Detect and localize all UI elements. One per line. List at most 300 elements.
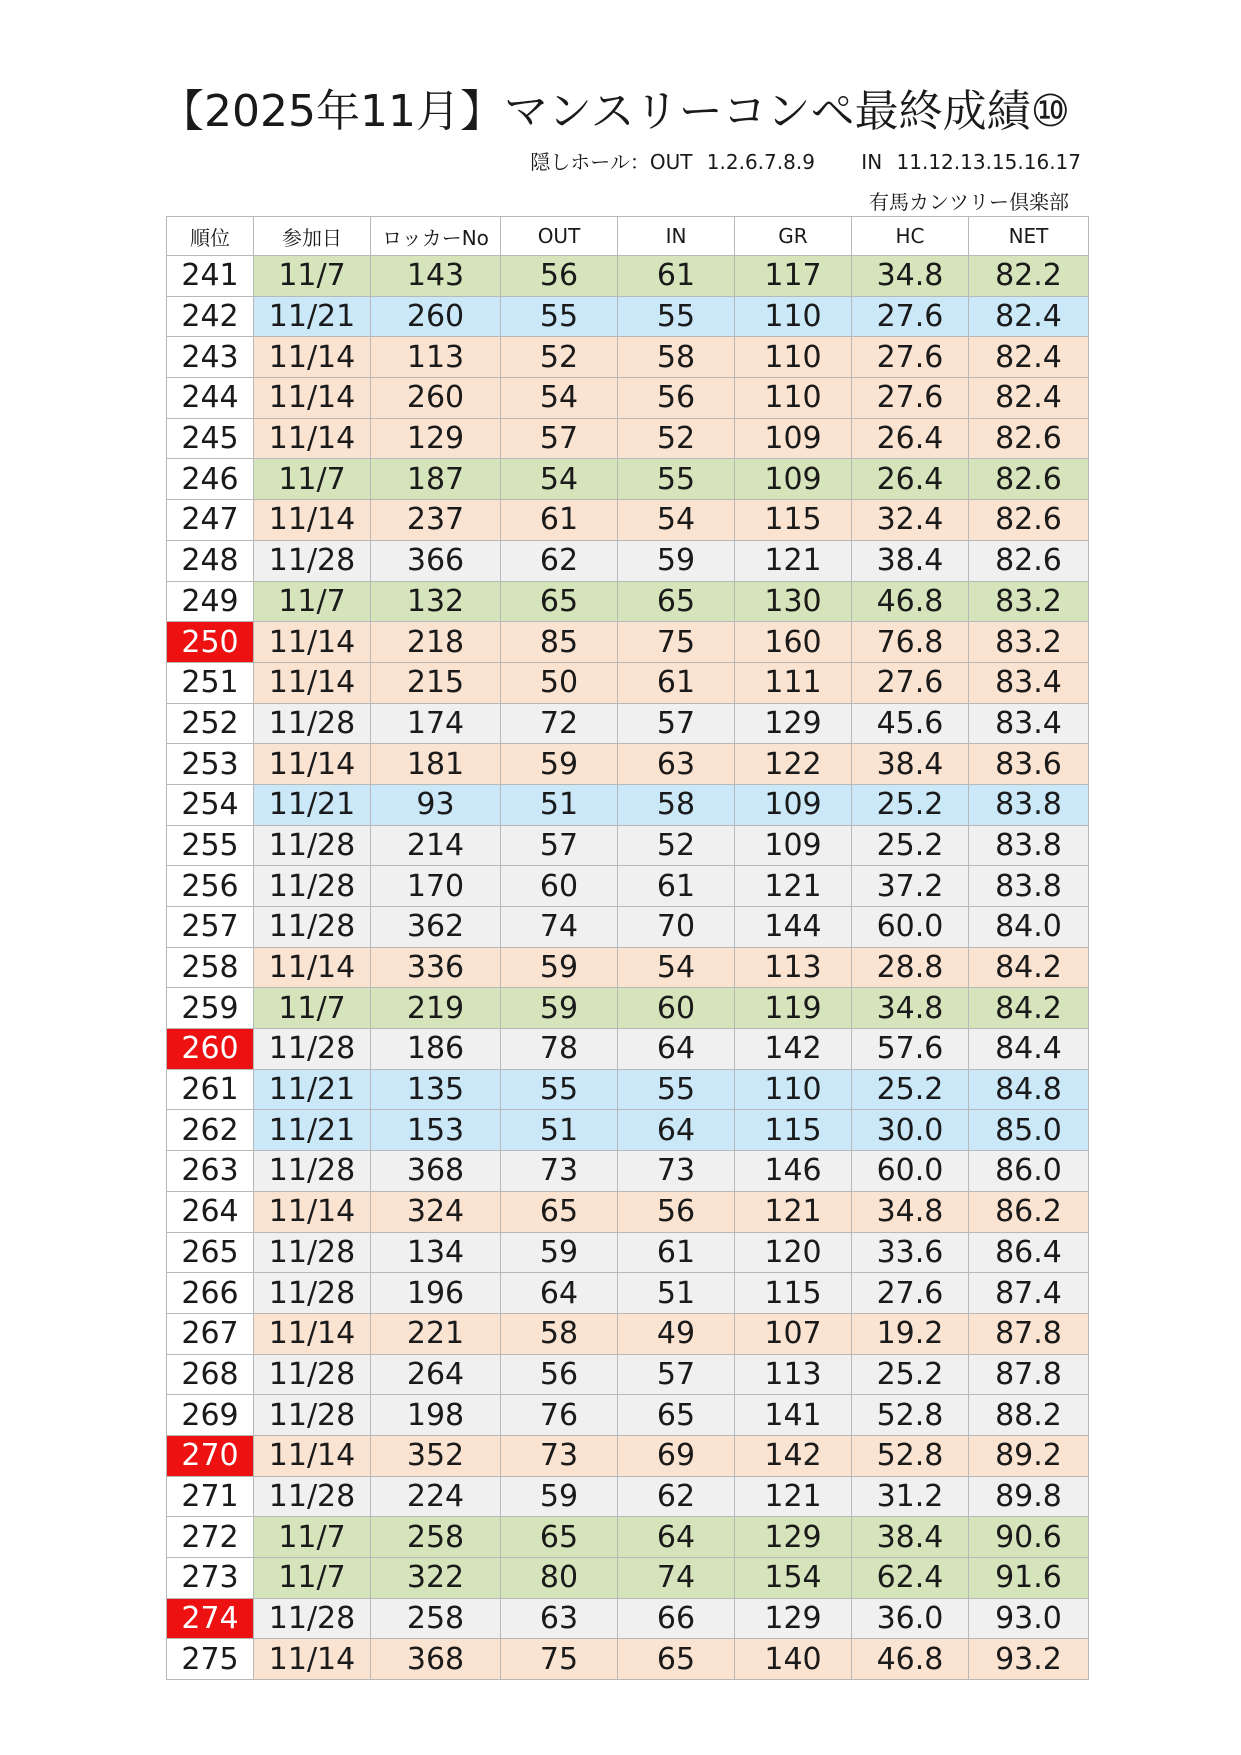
cell-out: 51 — [501, 1110, 618, 1151]
table-row — [167, 540, 1089, 581]
cell-rank: 268 — [167, 1354, 254, 1395]
cell-in: 59 — [618, 540, 735, 581]
cell-rank: 272 — [167, 1517, 254, 1558]
cell-in: 63 — [618, 744, 735, 785]
cell-in: 74 — [618, 1558, 735, 1599]
cell-date: 11/21 — [254, 296, 371, 337]
cell-gr: 117 — [735, 256, 852, 297]
cell-date: 11/7 — [254, 1517, 371, 1558]
cell-date: 11/14 — [254, 662, 371, 703]
cell-rank: 273 — [167, 1558, 254, 1599]
cell-in: 65 — [618, 1395, 735, 1436]
cell-date: 11/28 — [254, 1151, 371, 1192]
cell-date: 11/14 — [254, 947, 371, 988]
cell-net: 82.4 — [969, 337, 1089, 378]
cell-rank: 258 — [167, 947, 254, 988]
cell-gr: 142 — [735, 1435, 852, 1476]
cell-locker: 215 — [371, 662, 501, 703]
cell-net: 82.6 — [969, 500, 1089, 541]
cell-net: 86.4 — [969, 1232, 1089, 1273]
cell-hc: 27.6 — [852, 378, 969, 419]
cell-hc: 60.0 — [852, 1151, 969, 1192]
cell-locker: 186 — [371, 1029, 501, 1070]
cell-in: 69 — [618, 1435, 735, 1476]
table-row — [167, 1313, 1089, 1354]
cell-locker: 258 — [371, 1598, 501, 1639]
cell-in: 65 — [618, 581, 735, 622]
cell-rank: 242 — [167, 296, 254, 337]
cell-locker: 132 — [371, 581, 501, 622]
cell-hc: 25.2 — [852, 1069, 969, 1110]
cell-in: 61 — [618, 256, 735, 297]
cell-in: 58 — [618, 784, 735, 825]
cell-date: 11/28 — [254, 866, 371, 907]
cell-net: 93.0 — [969, 1598, 1089, 1639]
cell-out: 73 — [501, 1151, 618, 1192]
cell-out: 56 — [501, 256, 618, 297]
results-table — [166, 216, 1089, 1680]
cell-in: 49 — [618, 1313, 735, 1354]
cell-hc: 46.8 — [852, 1639, 969, 1680]
table-row — [167, 784, 1089, 825]
table-row — [167, 1435, 1089, 1476]
cell-hc: 38.4 — [852, 540, 969, 581]
cell-locker: 135 — [371, 1069, 501, 1110]
cell-in: 61 — [618, 1232, 735, 1273]
table-header — [167, 217, 1089, 256]
cell-date: 11/28 — [254, 1232, 371, 1273]
cell-out: 50 — [501, 662, 618, 703]
cell-out: 55 — [501, 1069, 618, 1110]
cell-gr: 109 — [735, 418, 852, 459]
cell-gr: 142 — [735, 1029, 852, 1070]
cell-hc: 34.8 — [852, 1191, 969, 1232]
cell-date: 11/14 — [254, 1435, 371, 1476]
cell-rank: 257 — [167, 907, 254, 948]
cell-rank: 249 — [167, 581, 254, 622]
table-body — [167, 256, 1089, 1680]
cell-gr: 129 — [735, 703, 852, 744]
cell-locker: 129 — [371, 418, 501, 459]
cell-locker: 260 — [371, 378, 501, 419]
table-row — [167, 1517, 1089, 1558]
cell-locker: 187 — [371, 459, 501, 500]
cell-date: 11/28 — [254, 703, 371, 744]
cell-date: 11/28 — [254, 540, 371, 581]
cell-hc: 37.2 — [852, 866, 969, 907]
cell-rank: 254 — [167, 784, 254, 825]
hidden-holes-out: 1.2.6.7.8.9 — [706, 150, 815, 174]
cell-date: 11/14 — [254, 622, 371, 663]
cell-rank: 243 — [167, 337, 254, 378]
cell-locker: 113 — [371, 337, 501, 378]
cell-gr: 113 — [735, 947, 852, 988]
cell-rank: 265 — [167, 1232, 254, 1273]
cell-date: 11/28 — [254, 1598, 371, 1639]
cell-gr: 110 — [735, 378, 852, 419]
header-gr: GR — [735, 217, 852, 256]
cell-hc: 34.8 — [852, 256, 969, 297]
cell-net: 84.0 — [969, 907, 1089, 948]
cell-in: 60 — [618, 988, 735, 1029]
cell-rank: 262 — [167, 1110, 254, 1151]
header-net: NET — [969, 217, 1089, 256]
cell-gr: 141 — [735, 1395, 852, 1436]
cell-locker: 368 — [371, 1639, 501, 1680]
table-row — [167, 1354, 1089, 1395]
cell-rank: 274 — [167, 1598, 254, 1639]
cell-locker: 174 — [371, 703, 501, 744]
cell-locker: 362 — [371, 907, 501, 948]
table-row — [167, 256, 1089, 297]
header-rank: 順位 — [167, 217, 254, 256]
cell-in: 62 — [618, 1476, 735, 1517]
cell-out: 65 — [501, 581, 618, 622]
cell-in: 51 — [618, 1273, 735, 1314]
cell-net: 88.2 — [969, 1395, 1089, 1436]
cell-gr: 113 — [735, 1354, 852, 1395]
cell-net: 83.8 — [969, 866, 1089, 907]
cell-hc: 36.0 — [852, 1598, 969, 1639]
cell-out: 59 — [501, 744, 618, 785]
cell-rank: 245 — [167, 418, 254, 459]
header-locker: ロッカーNo — [371, 217, 501, 256]
cell-locker: 260 — [371, 296, 501, 337]
cell-out: 59 — [501, 1232, 618, 1273]
cell-net: 90.6 — [969, 1517, 1089, 1558]
cell-rank: 263 — [167, 1151, 254, 1192]
cell-net: 87.8 — [969, 1313, 1089, 1354]
table-row — [167, 1598, 1089, 1639]
cell-out: 85 — [501, 622, 618, 663]
cell-gr: 110 — [735, 337, 852, 378]
cell-net: 84.2 — [969, 947, 1089, 988]
table-row — [167, 378, 1089, 419]
cell-gr: 115 — [735, 500, 852, 541]
cell-locker: 258 — [371, 1517, 501, 1558]
cell-hc: 34.8 — [852, 988, 969, 1029]
table-row — [167, 1558, 1089, 1599]
cell-in: 56 — [618, 378, 735, 419]
table-row — [167, 1191, 1089, 1232]
cell-net: 83.4 — [969, 703, 1089, 744]
cell-gr: 121 — [735, 1191, 852, 1232]
cell-locker: 237 — [371, 500, 501, 541]
cell-hc: 45.6 — [852, 703, 969, 744]
cell-rank: 269 — [167, 1395, 254, 1436]
cell-out: 62 — [501, 540, 618, 581]
cell-date: 11/28 — [254, 825, 371, 866]
cell-in: 55 — [618, 296, 735, 337]
cell-hc: 26.4 — [852, 418, 969, 459]
cell-locker: 336 — [371, 947, 501, 988]
hidden-holes-note — [522, 146, 1081, 175]
table-row — [167, 459, 1089, 500]
cell-out: 80 — [501, 1558, 618, 1599]
cell-in: 52 — [618, 825, 735, 866]
cell-date: 11/14 — [254, 378, 371, 419]
cell-gr: 109 — [735, 784, 852, 825]
cell-in: 61 — [618, 662, 735, 703]
cell-date: 11/7 — [254, 581, 371, 622]
cell-net: 85.0 — [969, 1110, 1089, 1151]
cell-out: 59 — [501, 1476, 618, 1517]
cell-in: 56 — [618, 1191, 735, 1232]
cell-in: 57 — [618, 703, 735, 744]
cell-in: 55 — [618, 1069, 735, 1110]
cell-locker: 153 — [371, 1110, 501, 1151]
cell-net: 93.2 — [969, 1639, 1089, 1680]
cell-locker: 134 — [371, 1232, 501, 1273]
cell-in: 55 — [618, 459, 735, 500]
cell-date: 11/21 — [254, 784, 371, 825]
cell-gr: 144 — [735, 907, 852, 948]
cell-date: 11/28 — [254, 1476, 371, 1517]
cell-hc: 52.8 — [852, 1395, 969, 1436]
cell-in: 64 — [618, 1029, 735, 1070]
header-out: OUT — [501, 217, 618, 256]
cell-out: 78 — [501, 1029, 618, 1070]
cell-locker: 93 — [371, 784, 501, 825]
cell-hc: 27.6 — [852, 337, 969, 378]
cell-out: 54 — [501, 459, 618, 500]
cell-in: 54 — [618, 500, 735, 541]
cell-out: 74 — [501, 907, 618, 948]
table-row — [167, 907, 1089, 948]
cell-locker: 181 — [371, 744, 501, 785]
cell-hc: 27.6 — [852, 1273, 969, 1314]
cell-hc: 52.8 — [852, 1435, 969, 1476]
cell-rank: 270 — [167, 1435, 254, 1476]
cell-gr: 107 — [735, 1313, 852, 1354]
cell-hc: 32.4 — [852, 500, 969, 541]
cell-rank: 255 — [167, 825, 254, 866]
cell-gr: 110 — [735, 296, 852, 337]
cell-gr: 110 — [735, 1069, 852, 1110]
cell-locker: 143 — [371, 256, 501, 297]
cell-gr: 129 — [735, 1598, 852, 1639]
cell-out: 57 — [501, 418, 618, 459]
cell-net: 87.8 — [969, 1354, 1089, 1395]
cell-net: 84.8 — [969, 1069, 1089, 1110]
cell-gr: 115 — [735, 1273, 852, 1314]
page-title: 【2025年11月】マンスリーコンペ最終成績⑩ — [160, 86, 1071, 137]
table-row — [167, 947, 1089, 988]
cell-date: 11/14 — [254, 1191, 371, 1232]
cell-net: 82.2 — [969, 256, 1089, 297]
cell-date: 11/21 — [254, 1110, 371, 1151]
header-date: 参加日 — [254, 217, 371, 256]
hidden-holes-in: 11.12.13.15.16.17 — [896, 150, 1081, 174]
cell-net: 89.2 — [969, 1435, 1089, 1476]
cell-locker: 198 — [371, 1395, 501, 1436]
cell-rank: 266 — [167, 1273, 254, 1314]
cell-locker: 264 — [371, 1354, 501, 1395]
cell-out: 52 — [501, 337, 618, 378]
cell-hc: 25.2 — [852, 1354, 969, 1395]
cell-in: 58 — [618, 337, 735, 378]
cell-gr: 109 — [735, 459, 852, 500]
cell-net: 82.6 — [969, 540, 1089, 581]
cell-gr: 160 — [735, 622, 852, 663]
cell-net: 87.4 — [969, 1273, 1089, 1314]
cell-out: 64 — [501, 1273, 618, 1314]
cell-hc: 76.8 — [852, 622, 969, 663]
cell-date: 11/14 — [254, 418, 371, 459]
cell-gr: 115 — [735, 1110, 852, 1151]
cell-out: 57 — [501, 825, 618, 866]
cell-out: 55 — [501, 296, 618, 337]
cell-hc: 62.4 — [852, 1558, 969, 1599]
cell-hc: 26.4 — [852, 459, 969, 500]
cell-net: 84.2 — [969, 988, 1089, 1029]
cell-hc: 19.2 — [852, 1313, 969, 1354]
table-row — [167, 1029, 1089, 1070]
table-row — [167, 1476, 1089, 1517]
cell-net: 91.6 — [969, 1558, 1089, 1599]
cell-rank: 261 — [167, 1069, 254, 1110]
cell-net: 82.6 — [969, 418, 1089, 459]
table-row — [167, 337, 1089, 378]
table-row — [167, 1395, 1089, 1436]
cell-net: 83.2 — [969, 622, 1089, 663]
cell-gr: 146 — [735, 1151, 852, 1192]
cell-gr: 121 — [735, 1476, 852, 1517]
cell-in: 52 — [618, 418, 735, 459]
cell-hc: 31.2 — [852, 1476, 969, 1517]
cell-locker: 368 — [371, 1151, 501, 1192]
cell-rank: 241 — [167, 256, 254, 297]
cell-rank: 271 — [167, 1476, 254, 1517]
table-row — [167, 1151, 1089, 1192]
table-row — [167, 296, 1089, 337]
cell-locker: 214 — [371, 825, 501, 866]
cell-hc: 27.6 — [852, 296, 969, 337]
cell-hc: 25.2 — [852, 784, 969, 825]
cell-out: 54 — [501, 378, 618, 419]
cell-rank: 259 — [167, 988, 254, 1029]
cell-date: 11/14 — [254, 337, 371, 378]
cell-in: 57 — [618, 1354, 735, 1395]
table-row — [167, 988, 1089, 1029]
cell-rank: 275 — [167, 1639, 254, 1680]
cell-hc: 57.6 — [852, 1029, 969, 1070]
cell-rank: 250 — [167, 622, 254, 663]
cell-out: 65 — [501, 1517, 618, 1558]
hidden-holes-label: 隠しホール：OUT — [530, 150, 693, 174]
cell-out: 73 — [501, 1435, 618, 1476]
hidden-holes-in-label: IN — [861, 150, 883, 174]
header-hc: HC — [852, 217, 969, 256]
cell-date: 11/28 — [254, 1273, 371, 1314]
cell-net: 83.6 — [969, 744, 1089, 785]
cell-net: 83.2 — [969, 581, 1089, 622]
cell-in: 61 — [618, 866, 735, 907]
cell-in: 54 — [618, 947, 735, 988]
cell-net: 89.8 — [969, 1476, 1089, 1517]
cell-date: 11/21 — [254, 1069, 371, 1110]
cell-out: 60 — [501, 866, 618, 907]
cell-date: 11/7 — [254, 1558, 371, 1599]
cell-rank: 248 — [167, 540, 254, 581]
club-name: 有馬カンツリー倶楽部 — [869, 190, 1069, 214]
cell-in: 64 — [618, 1110, 735, 1151]
table-row — [167, 500, 1089, 541]
cell-hc: 38.4 — [852, 1517, 969, 1558]
table-row — [167, 866, 1089, 907]
cell-gr: 122 — [735, 744, 852, 785]
cell-out: 63 — [501, 1598, 618, 1639]
cell-locker: 196 — [371, 1273, 501, 1314]
table-row — [167, 1232, 1089, 1273]
cell-out: 65 — [501, 1191, 618, 1232]
cell-in: 64 — [618, 1517, 735, 1558]
cell-hc: 28.8 — [852, 947, 969, 988]
cell-date: 11/14 — [254, 500, 371, 541]
cell-date: 11/7 — [254, 459, 371, 500]
cell-gr: 119 — [735, 988, 852, 1029]
cell-rank: 252 — [167, 703, 254, 744]
cell-out: 58 — [501, 1313, 618, 1354]
cell-date: 11/28 — [254, 1029, 371, 1070]
cell-locker: 218 — [371, 622, 501, 663]
cell-hc: 27.6 — [852, 662, 969, 703]
cell-net: 83.4 — [969, 662, 1089, 703]
header-in: IN — [618, 217, 735, 256]
cell-in: 66 — [618, 1598, 735, 1639]
cell-rank: 256 — [167, 866, 254, 907]
cell-out: 59 — [501, 947, 618, 988]
cell-date: 11/28 — [254, 1395, 371, 1436]
header-row — [167, 217, 1089, 256]
cell-locker: 221 — [371, 1313, 501, 1354]
cell-net: 86.2 — [969, 1191, 1089, 1232]
cell-rank: 267 — [167, 1313, 254, 1354]
cell-hc: 46.8 — [852, 581, 969, 622]
table-row — [167, 581, 1089, 622]
cell-out: 75 — [501, 1639, 618, 1680]
cell-gr: 140 — [735, 1639, 852, 1680]
cell-hc: 60.0 — [852, 907, 969, 948]
table-row — [167, 825, 1089, 866]
cell-net: 83.8 — [969, 825, 1089, 866]
cell-date: 11/28 — [254, 907, 371, 948]
table-row — [167, 418, 1089, 459]
cell-gr: 154 — [735, 1558, 852, 1599]
cell-hc: 33.6 — [852, 1232, 969, 1273]
cell-locker: 224 — [371, 1476, 501, 1517]
cell-date: 11/7 — [254, 256, 371, 297]
cell-locker: 352 — [371, 1435, 501, 1476]
cell-in: 65 — [618, 1639, 735, 1680]
cell-date: 11/7 — [254, 988, 371, 1029]
cell-hc: 38.4 — [852, 744, 969, 785]
cell-date: 11/14 — [254, 1639, 371, 1680]
cell-rank: 247 — [167, 500, 254, 541]
cell-gr: 109 — [735, 825, 852, 866]
table-row — [167, 744, 1089, 785]
cell-gr: 129 — [735, 1517, 852, 1558]
cell-gr: 121 — [735, 540, 852, 581]
cell-net: 83.8 — [969, 784, 1089, 825]
cell-out: 56 — [501, 1354, 618, 1395]
table-row — [167, 622, 1089, 663]
cell-net: 82.6 — [969, 459, 1089, 500]
cell-rank: 264 — [167, 1191, 254, 1232]
cell-gr: 111 — [735, 662, 852, 703]
cell-net: 86.0 — [969, 1151, 1089, 1192]
table-row — [167, 1069, 1089, 1110]
